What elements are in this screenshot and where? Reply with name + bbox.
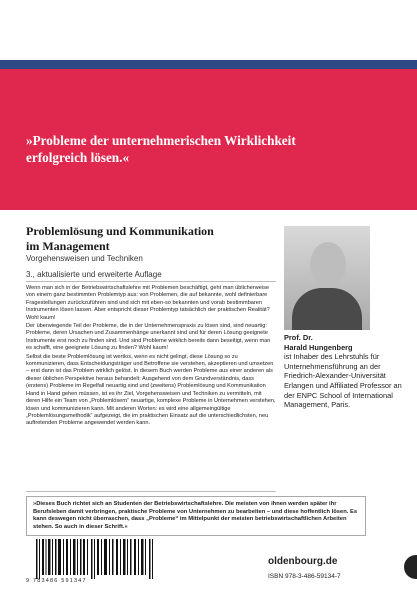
photo-head <box>310 242 346 288</box>
author-title: Prof. Dr. <box>284 333 313 342</box>
divider-top <box>26 281 276 282</box>
banner-quote <box>26 132 356 166</box>
blurb-box: »Dieses Buch richtet sich an Studenten der Betriebswirtschaftslehre. Die meisten von ihnen werden später ihr Berufsleben damit verbringen, praktische Probleme von Unternehmen zu bearbeiten – und diese hoffentlich lösen. Es kann deswegen nicht überraschen, dass „Probleme“ im Mittelpunkt der meisten betriebswirtschaftlichen Arbeiten stehen. So auch in dieser Schrift.« <box>26 496 366 536</box>
description-paragraph-2: Der überwiegende Teil der Probleme, die in der Unternehmenspraxis zu lösen sind, sind neuartig: Probleme, deren Ursachen und Zusammenhänge unerkannt sind und für deren Lösung geeignete Instrumente erst noch zu finden sind. Und sind Probleme wirklich bereits dann beseitigt, wenn man es schafft, eine geeignete Lösung zu finden? Wohl kaum! <box>26 323 271 352</box>
barcode-number: 9 783486 591347 <box>26 578 87 584</box>
book-subtitle: Vorgehensweisen und Techniken <box>26 254 143 263</box>
author-name: Harald Hungenberg <box>284 342 353 352</box>
publisher-url: oldenbourg.de <box>268 556 338 567</box>
author-info <box>284 333 409 410</box>
quote-line-2: erfolgreich lösen.« <box>26 150 130 165</box>
title-line-1: Problemlösung und Kommunikation <box>26 224 214 238</box>
author-bio: ist Inhaber des Lehrstuhls für Unternehmensführung an der Friedrich-Alexander-Universität Erlangen und Affiliated Professor an der ENPC School of International Management, Paris. <box>284 352 402 410</box>
book-title <box>26 224 276 254</box>
blue-stripe <box>0 60 417 69</box>
quote-line-1: »Probleme der unternehmerischen Wirklichkeit <box>26 133 296 148</box>
author-photo <box>284 226 370 330</box>
description-paragraph-1: Wenn man sich in der Betriebswirtschaftslehre mit Problemen beschäftigt, geht man üblicherweise von einem ganz bestimmten Problemtyp aus: von Problemen, die auf bekannte, wohl definierbare Fragestellungen zurückzuführen sind und sich mit eben-so bekannten und vorab bestimmbaren Instrumenten lösen lassen. Aber entspricht dieser Problemtyp tatsächlich der praktischen Realität? Wohl kaum! <box>26 285 270 321</box>
description-paragraph-3: Selbst die beste Problemlösung ist wertlos, wenn es nicht gelingt, diese Lösung so zu kommunizieren, dass Entscheidungsträger und Betroffene sie verstehen, akzeptieren und umsetzen – erst dann ist das Problem wirklich gelöst. In diesem Buch werden Probleme aus einer anderen als dieser üblichen Perspektive heraus behandelt: Ausgehend von dem Grundverständnis, dass (erstens) Probleme im Regelfall neuartig sind und (zweitens) Problemlösung und Kommunikation Hand in Hand gehen müssen, ist es ihr Ziel, Vorgehensweisen und Techniken zu vermitteln, mit deren Hilfe ein Team von „Problemlösern“ neuartige, komplexe Probleme in Unternehmen verstehen, lösen und kommunizieren kann. Mit anderen Worten: es wird eine allgemeingültige „Problemlösungsmethodik“ aufgezeigt, die im praktischen Einsatz auf die unterschiedlichsten, neu auftretenden Probleme angewendet werden kann. <box>26 353 276 427</box>
top-white-area <box>0 0 417 60</box>
title-line-2: im Management <box>26 239 110 253</box>
photo-shoulders <box>292 288 362 330</box>
description-text <box>26 285 276 429</box>
barcode <box>36 539 156 579</box>
isbn-number: ISBN 978-3-486-59134-7 <box>268 573 341 580</box>
divider-bottom <box>26 491 276 492</box>
book-edition: 3., aktualisierte und erweiterte Auflage <box>26 270 162 279</box>
